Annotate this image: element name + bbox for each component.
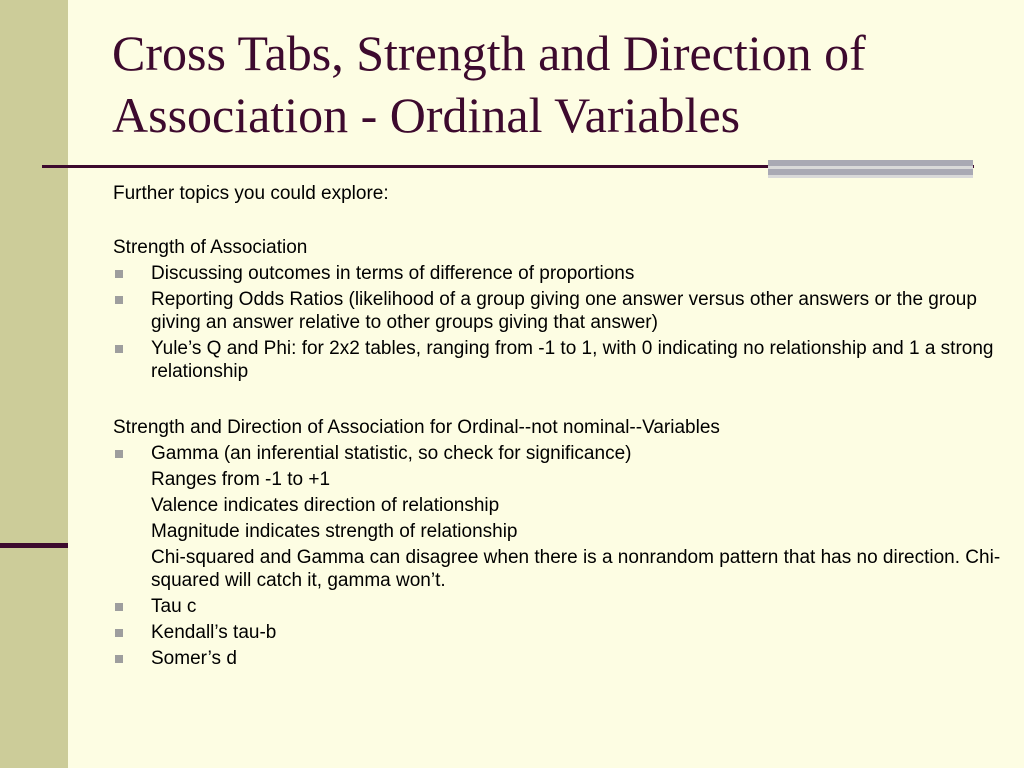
gamma-detail: Valence indicates direction of relationship [151, 495, 500, 516]
list-item [113, 595, 1018, 618]
gamma-detail: Ranges from -1 to +1 [151, 469, 331, 490]
gamma-detail: Magnitude indicates strength of relationship [151, 521, 518, 542]
square-bullet-icon [115, 296, 123, 304]
square-bullet-icon [115, 450, 123, 458]
square-bullet-icon [115, 270, 123, 278]
gamma-detail: Chi-squared and Gamma can disagree when there is a nonrandom pattern that has no direction. Chi-squared will catch it, gamma won’t. [151, 547, 1001, 591]
stripe-accent-bar [0, 543, 68, 548]
list-item [113, 288, 1018, 334]
section-heading-ordinal: Strength and Direction of Association for Ordinal--not nominal--Variables [113, 417, 720, 438]
intro-text: Further topics you could explore: [113, 183, 389, 204]
square-bullet-icon [115, 629, 123, 637]
list-item-text: Somer’s d [151, 648, 237, 669]
square-bullet-icon [115, 603, 123, 611]
list-item [113, 262, 1018, 285]
square-bullet-icon [115, 655, 123, 663]
list-item [113, 621, 1018, 644]
square-bullet-icon [115, 345, 123, 353]
list-item-text: Gamma (an inferential statistic, so check for significance) [151, 443, 632, 464]
list-item-text: Discussing outcomes in terms of difference of proportions [151, 263, 635, 284]
title-accent-bar [768, 160, 973, 178]
section-heading-strength: Strength of Association [113, 237, 308, 258]
spacer [113, 385, 1018, 416]
list-item-text: Reporting Odds Ratios (likelihood of a group giving one answer versus other answers or the group giving an answer relative to other groups giving that answer) [151, 289, 977, 333]
list-item [113, 337, 1018, 383]
spacer [113, 205, 1018, 236]
slide-body [113, 182, 1018, 672]
left-decorative-stripe [0, 0, 68, 768]
slide-title: Cross Tabs, Strength and Direction of Association - Ordinal Variables [112, 25, 866, 143]
list-item-gamma [113, 442, 1018, 465]
list-item-text: Tau c [151, 596, 197, 617]
list-item [113, 647, 1018, 670]
list-item-text: Yule’s Q and Phi: for 2x2 tables, ranging from -1 to 1, with 0 indicating no relationship and 1 a strong relationship [151, 338, 994, 382]
list-item-text: Kendall’s tau-b [151, 622, 277, 643]
